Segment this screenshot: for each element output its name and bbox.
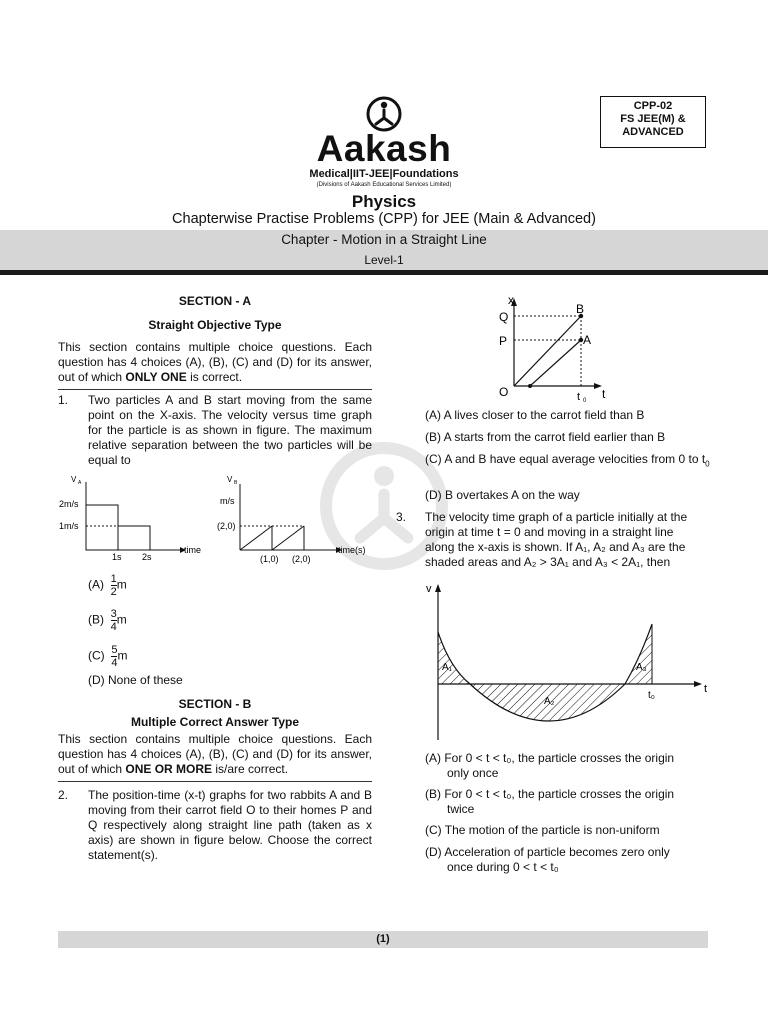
q2-option-a[interactable]: (A) A lives closer to the carrot field than B: [425, 408, 645, 422]
cpp-title: Chapterwise Practise Problems (CPP) for JEE (Main & Advanced): [172, 211, 596, 227]
q1-option-b[interactable]: (B) $\frac{3}{4}$ m: [88, 608, 127, 633]
q1-option-d[interactable]: (D) None of these: [88, 673, 183, 687]
q2-option-c[interactable]: (C) A and B have equal average velocities from 0 to $t_0$: [425, 452, 710, 469]
q2-ylabel: x: [508, 293, 514, 307]
q2-xt-graph: [490, 290, 630, 402]
fraction: $\frac{5}{4}$: [111, 644, 118, 669]
subject-title: Physics: [351, 192, 417, 211]
question-3-text: The velocity time graph of a particle initially at the origin at time t = 0 and moving in a straight line along the x-axis is shown. If A₁, A₂ and A₃ are the shaded areas and A₂ > 3A₁ and A₃ < 2A₁, then: [425, 510, 688, 569]
graph-b-ylabel: V: [227, 475, 233, 484]
graph-a-y2: 1m/s: [59, 521, 79, 531]
section-a-instructions: This section contains multiple choice questions. Each question has 4 choices (A), (B), (C) and (D) for its answer, out of which ONLY ONE is correct.: [58, 340, 372, 384]
q2-b-label: B: [576, 302, 585, 316]
q1-graph-b: [214, 472, 374, 568]
brand-name: Aakash: [316, 128, 452, 169]
q1-graph-a: [58, 470, 208, 562]
section-b-title: SECTION - B: [178, 697, 252, 711]
q3-ylabel: v: [426, 583, 432, 595]
q3-option-b[interactable]: (B) For 0 < t < t₀, the particle crosses the origin twice: [425, 787, 675, 816]
chapter-band-rule: [0, 270, 768, 275]
question-1-number: 1.: [58, 393, 69, 407]
section-a-subtitle: Straight Objective Type: [148, 318, 282, 332]
graph-a-x1: 1s: [112, 552, 122, 562]
q2-a-label: A: [583, 333, 592, 347]
q2-xlabel: t: [602, 387, 606, 401]
question-3-number: 3.: [396, 510, 407, 524]
graph-a-y1: 2m/s: [59, 499, 79, 509]
level-label: Level-1: [364, 253, 404, 267]
code-line-2: FS JEE(M) &: [620, 113, 686, 125]
q2-origin: O: [499, 385, 509, 399]
question-1-text: Two particles A and B start moving from the same point on the X-axis. The velocity versus time graph for the particle is as shown in figure. The maximum relative separation between the two particles will be equal to: [88, 393, 372, 467]
q2-option-d[interactable]: (D) B overtakes A on the way: [425, 488, 580, 502]
graph-b-x1: (1,0): [260, 554, 279, 564]
code-line-1: CPP-02: [633, 100, 673, 112]
q3-option-c[interactable]: (C) The motion of the particle is non-uniform: [425, 823, 660, 837]
q2-t0-sub: 0: [583, 398, 587, 402]
q2-q-label: Q: [499, 310, 509, 324]
q3-a1-label: A₁: [442, 662, 453, 673]
question-2-number: 2.: [58, 788, 69, 802]
q3-option-d[interactable]: (D) Acceleration of particle becomes zero only once during 0 < t < t₀: [425, 845, 670, 874]
chapter-title: Chapter - Motion in a Straight Line: [281, 232, 487, 247]
section-b-subtitle: Multiple Correct Answer Type: [130, 715, 300, 729]
page-number: (1): [58, 931, 708, 948]
brand-division: (Divisions of Aakash Educational Services Limited): [316, 182, 452, 188]
q3-t0-label: t₀: [648, 690, 655, 701]
q3-vt-graph: [420, 578, 720, 748]
divider: [58, 389, 372, 390]
graph-b-xlabel: time(s): [338, 545, 366, 555]
brand-tagline: Medical|IIT-JEE|Foundations: [309, 168, 459, 180]
one-or-more-emphasis: ONE OR MORE: [125, 762, 213, 776]
q3-option-a[interactable]: (A) For 0 < t < t₀, the particle crosses the origin only once: [425, 751, 675, 780]
graph-b-x2: (2,0): [292, 554, 311, 564]
q1-option-c[interactable]: (C) $\frac{5}{4}$ m: [88, 644, 128, 669]
graph-a-xlabel: time: [184, 545, 202, 555]
document-code-box: [600, 96, 706, 148]
fraction: $\frac{1}{2}$: [110, 573, 117, 598]
q1-option-a[interactable]: (A) $\frac{1}{2}$ m: [88, 573, 127, 598]
q3-a2-label: A₂: [544, 696, 555, 707]
q3-xlabel: t: [704, 683, 708, 695]
graph-a-ylabel: V: [71, 475, 77, 484]
graph-b-ysub: B: [234, 480, 238, 486]
question-2-text: The position-time (x-t) graphs for two rabbits A and B moving from their carrot field O to their homes P and Q respectively along straight line path (taken as x axis) are shown in figure below. Choose the correct statement(s).: [88, 788, 372, 862]
section-a-title: SECTION - A: [178, 294, 252, 308]
q3-a3-label: A₃: [636, 662, 647, 673]
q2-option-b[interactable]: (B) A starts from the carrot field earlier than B: [425, 430, 666, 444]
q2-p-label: P: [499, 334, 508, 348]
divider: [58, 781, 372, 782]
graph-a-ysub: A: [78, 480, 82, 486]
q2-t0-label: t: [577, 391, 581, 402]
graph-a-x2: 2s: [142, 552, 152, 562]
only-one-emphasis: ONLY ONE: [125, 370, 187, 384]
graph-b-y1: (2,0): [217, 521, 236, 531]
graph-b-yunit: m/s: [220, 496, 235, 506]
fraction: $\frac{3}{4}$: [110, 608, 117, 633]
section-b-instructions: This section contains multiple choice questions. Each question has 4 choices (A), (B), (C) and (D) for its answer, out of which ONE OR MORE is/are correct.: [58, 732, 372, 776]
code-line-3: ADVANCED: [622, 126, 684, 138]
